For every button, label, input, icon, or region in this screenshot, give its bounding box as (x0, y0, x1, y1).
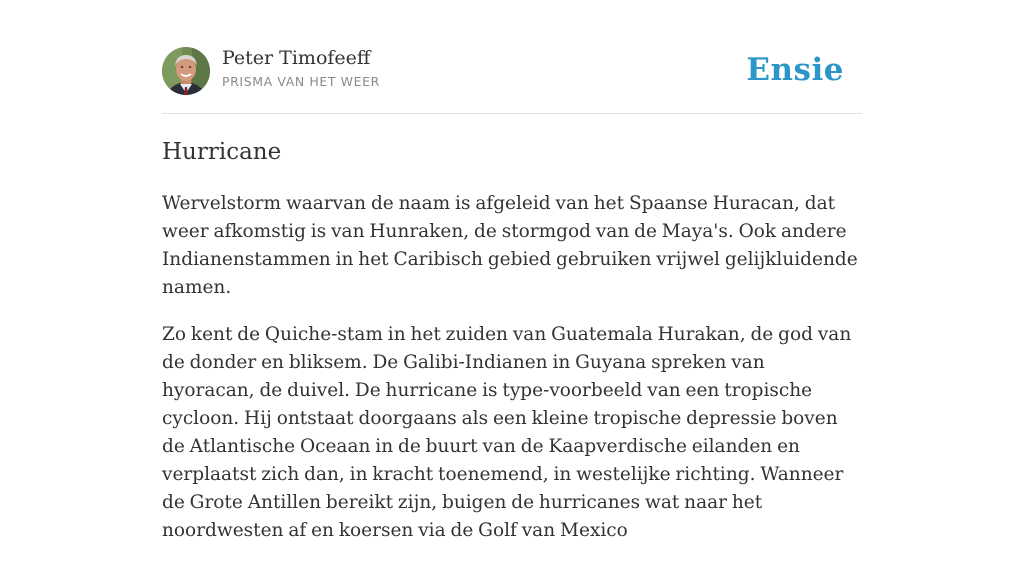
article-paragraph: Wervelstorm waarvan de naam is afgeleid van het Spaanse Huracan, dat weer afkomstig is van Hunraken, de stormgod van de Maya's. Ook andere Indianenstammen in het Caribisch gebied gebruiken vrijwel gelijkluidende namen. (162, 193, 858, 298)
author-source[interactable]: PRISMA VAN HET WEER (222, 74, 380, 89)
article-body (162, 190, 862, 564)
article-title: Hurricane (162, 139, 282, 165)
author-avatar[interactable] (162, 47, 210, 95)
article-paragraph: Zo kent de Quiche-stam in het zuiden van Guatemala Hurakan, de god van de donder en bliksem. De Galibi-Indianen in Guyana spreken van hyoracan, de duivel. De hurricane is type-voorbeeld van een tropische cycloon. Hij ontstaat doorgaans als een kleine tropische depressie boven de Atlantische Oceaan in de buurt van de Kaapverdische eilanden en verplaatst zich dan, in kracht toenemend, in westelijke richting. Wanneer de Grote Antillen bereikt zijn, buigen de hurricanes wat naar het noordwesten af en koersen via de Golf van Mexico (162, 324, 852, 541)
header-divider (162, 113, 862, 114)
article-header (162, 46, 862, 96)
brand-logo[interactable]: Ensie (746, 52, 844, 88)
author-name[interactable]: Peter Timofeeff (222, 47, 371, 69)
